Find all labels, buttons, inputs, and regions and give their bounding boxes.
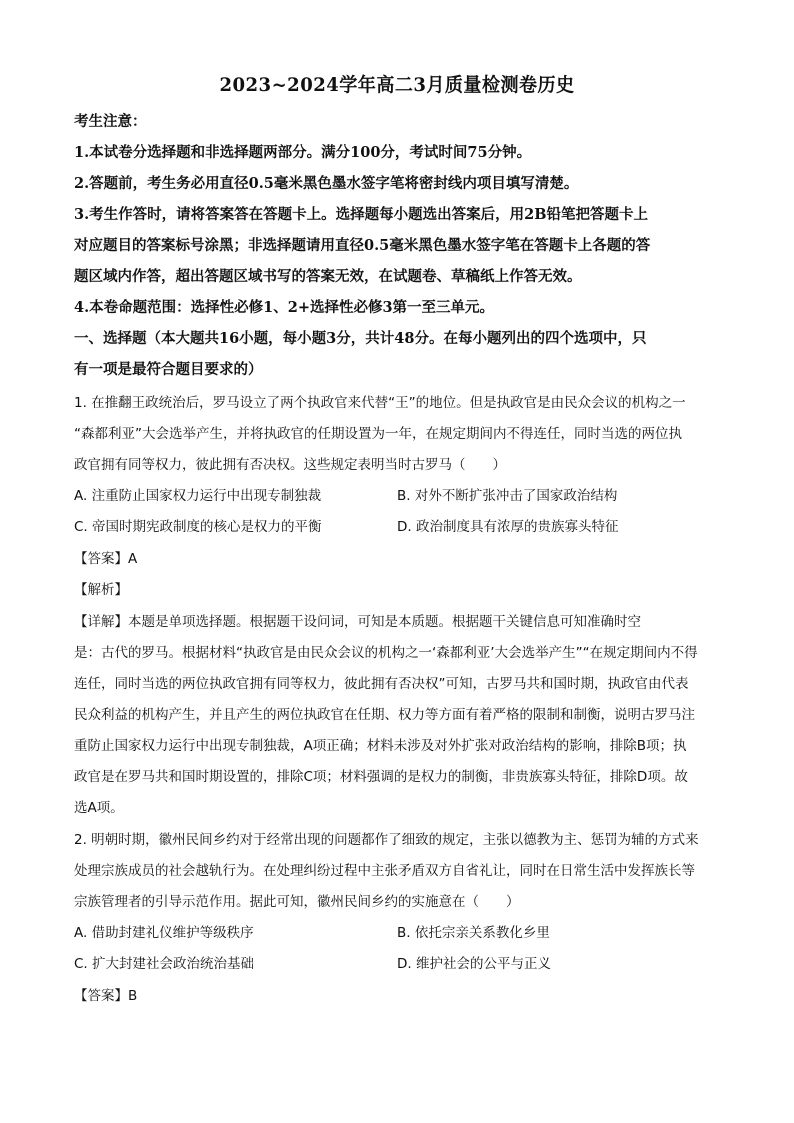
q1-option-d: D. 政治制度具有浓厚的贵族寡头特征 (397, 519, 619, 535)
q2-option-c: C. 扩大封建社会政治统治基础 (74, 956, 255, 972)
notice-line-3: 3.考生作答时，请将答案答在答题卡上。选择题每小题选出答案后，用2B铅笔把答题卡上 (74, 206, 648, 223)
q1-detail-line-5: 重防止国家权力运行中出现专制独裁，A项正确；材料未涉及对外扩张对政治结构的影响，排除B项；执 (74, 738, 687, 754)
q1-option-b: B. 对外不断扩张冲击了国家政治结构 (397, 488, 618, 504)
q2-stem-line-3: 宗族管理者的引导示范作用。据此可知，徽州民间乡约的实施意在（ ） (74, 894, 520, 910)
q2-answer-tag: 【答案】 (74, 988, 128, 1004)
notice-line-5: 题区域内作答，超出答题区域书写的答案无效，在试题卷、草稿纸上作答无效。 (74, 268, 582, 285)
notice-line-6: 4.本卷命题范围：选择性必修1、2+选择性必修3第一至三单元。 (74, 299, 495, 316)
q2-option-d: D. 维护社会的公平与正义 (397, 956, 551, 972)
q1-stem-line-3: 政官拥有同等权力，彼此拥有否决权。这些规定表明当时古罗马（ ） (74, 457, 506, 473)
notice-line-2: 2.答题前，考生务必用直径0.5毫米黑色墨水签字笔将密封线内项目填写清楚。 (74, 175, 579, 192)
section-heading-line-2: 有一项是最符合题目要求的） (74, 361, 263, 378)
q1-analysis-tag: 【解析】 (74, 582, 128, 598)
q1-answer (74, 547, 137, 567)
q1-answer-tag: 【答案】 (74, 551, 128, 567)
q2-answer (74, 984, 137, 1004)
q2-answer-value: B (128, 988, 138, 1004)
q1-answer-value: A (128, 551, 138, 567)
q2-option-b: B. 依托宗亲关系教化乡里 (397, 925, 550, 941)
q1-stem-line-1: 1. 在推翻王政统治后，罗马设立了两个执政官来代替“王”的地位。但是执政官是由民众会议的机构之一 (74, 395, 686, 411)
q1-option-a: A. 注重防止国家权力运行中出现专制独裁 (74, 488, 322, 504)
notice-line-4: 对应题目的答案标号涂黑；非选择题请用直径0.5毫米黑色墨水签字笔在答题卡上各题的答 (74, 237, 651, 254)
notice-heading: 考生注意： (74, 113, 147, 130)
notice-line-1: 1.本试卷分选择题和非选择题两部分。满分100分，考试时间75分钟。 (74, 144, 532, 161)
q2-option-a: A. 借助封建礼仪维护等级秩序 (74, 925, 254, 941)
page-title: 2023~2024学年高二3月质量检测卷历史 (219, 74, 575, 96)
q1-detail-line-3: 连任，同时当选的两位执政官拥有同等权力，彼此拥有否决权”可知，古罗马共和国时期，执政官由代表 (74, 676, 689, 692)
q1-detail-line-6: 政官是在罗马共和国时期设置的，排除C项；材料强调的是权力的制衡，非贵族寡头特征，排除D项。故 (74, 769, 688, 785)
q2-stem-line-2: 处理宗族成员的社会越轨行为。在处理纠纷过程中主张矛盾双方自省礼让，同时在日常生活中发挥族长等 (74, 863, 695, 879)
q1-detail-line-4: 民众利益的机构产生，并且产生的两位执政官在任期、权力等方面有着严格的限制和制衡，说明古罗马注 (74, 707, 695, 723)
q1-option-c: C. 帝国时期宪政制度的核心是权力的平衡 (74, 519, 322, 535)
q1-detail-line-1: 【详解】本题是单项选择题。根据题干设问词，可知是本质题。根据题干关键信息可知准确时空 (74, 614, 641, 630)
q1-detail-line-7: 选A项。 (74, 800, 124, 816)
section-heading-line-1: 一、选择题（本大题共16小题，每小题3分，共计48分。在每小题列出的四个选项中，只 (74, 330, 647, 347)
q1-stem-line-2: “森都利亚”大会选举产生，并将执政官的任期设置为一年，在规定期间内不得连任，同时当选的两位执 (74, 426, 682, 442)
q1-detail-line-2: 是：古代的罗马。根据材料“执政官是由民众会议的机构之一‘森都利亚’大会选举产生”“在规定期间内不得 (74, 645, 698, 661)
q2-stem-line-1: 2. 明朝时期，徽州民间乡约对于经常出现的问题都作了细致的规定，主张以德教为主、惩罚为辅的方式来 (74, 832, 699, 848)
